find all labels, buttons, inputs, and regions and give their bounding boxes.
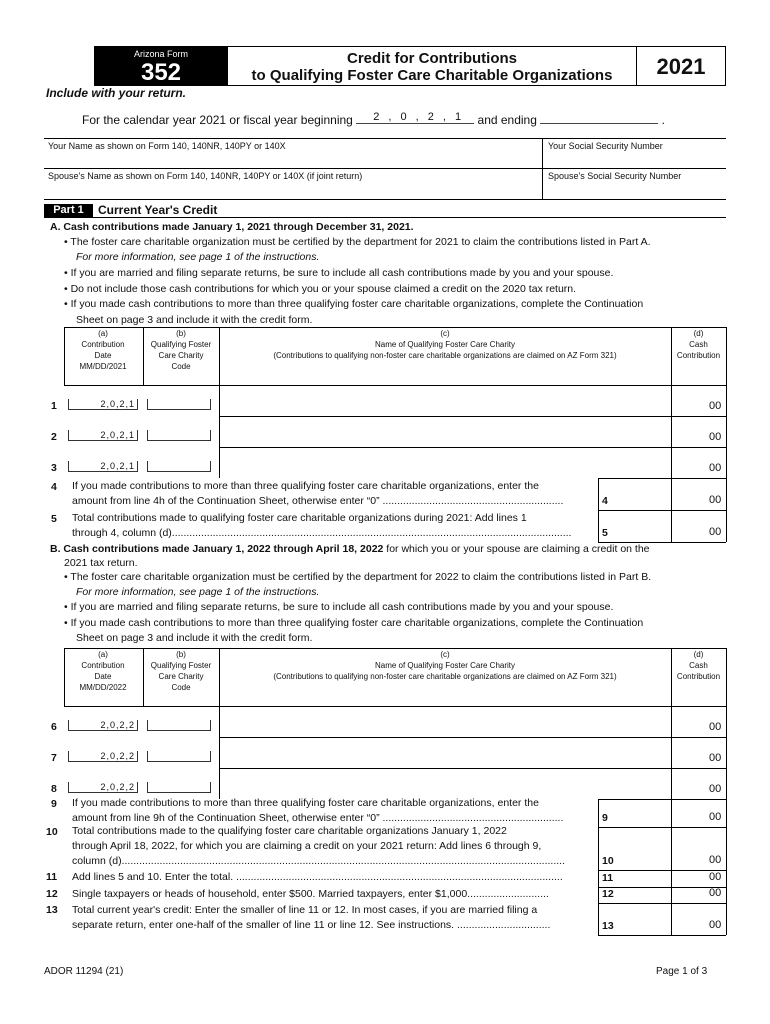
part1-title: Current Year's Credit: [98, 203, 218, 217]
line-amount-field[interactable]: [673, 512, 707, 540]
col-d-header: [671, 328, 726, 361]
col-d-header: [671, 649, 726, 682]
section-b-bullet-1-cont: For more information, see page 1 of the instructions.: [76, 586, 320, 598]
form-number-box: [94, 46, 228, 86]
charity-code-field[interactable]: [147, 461, 211, 472]
line-instruction: Total contributions made to qualifying foster care charitable organizations during 2021: Add lines 1: [72, 512, 527, 524]
charity-name-field[interactable]: [221, 418, 669, 445]
cents-zero: 00: [709, 721, 722, 733]
contribution-date-field[interactable]: [68, 399, 138, 410]
charity-code-field[interactable]: [147, 430, 211, 441]
col-b-text: Care Charity: [158, 672, 204, 681]
col-b-text: Care Charity: [158, 351, 204, 360]
section-b-bullet-3-cont: Sheet on page 3 and include it with the credit form.: [76, 632, 313, 644]
fiscal-begin-year: 2 , 0 , 2 , 1: [373, 111, 465, 123]
col-b-header: [143, 328, 219, 372]
charity-name-field[interactable]: [221, 387, 669, 414]
contribution-date-field[interactable]: [68, 751, 138, 762]
contribution-date-field[interactable]: [68, 430, 138, 441]
fiscal-end-field[interactable]: [540, 114, 658, 124]
line-number: 5: [51, 513, 57, 525]
col-a-text: (a): [98, 329, 108, 338]
col-a-header: [64, 649, 142, 693]
date-year: 2,0,2,2: [100, 782, 135, 792]
charity-name-field[interactable]: [221, 739, 669, 766]
title-line-1: Credit for Contributions: [347, 50, 517, 67]
charity-code-field[interactable]: [147, 399, 211, 410]
date-year: 2,0,2,1: [100, 461, 135, 471]
tax-year: 2021: [636, 46, 726, 86]
cents-zero: 00: [709, 526, 722, 538]
col-a-header: [64, 328, 142, 372]
line-number: 8: [51, 783, 57, 795]
line-amount-field[interactable]: [673, 872, 707, 885]
line-box-number: 10: [602, 855, 614, 867]
contribution-date-field[interactable]: [68, 782, 138, 793]
line-amount-field[interactable]: [673, 801, 707, 825]
line-number: 1: [51, 400, 57, 412]
col-a-text: (a): [98, 650, 108, 659]
line-number: 10: [46, 826, 58, 838]
line-box-number: 5: [602, 527, 608, 539]
taxpayer-name-row: [44, 138, 726, 169]
line-amount-field[interactable]: [673, 889, 707, 901]
spouse-name-label[interactable]: Spouse's Name as shown on Form 140, 140NR, 140PY or 140X (if joint return): [48, 171, 363, 181]
col-b-text: Qualifying Foster: [150, 340, 212, 349]
cents-zero: 00: [709, 854, 722, 866]
date-year: 2,0,2,2: [100, 751, 135, 761]
line-box-number: 12: [602, 888, 614, 900]
page-number: Page 1 of 3: [656, 966, 708, 977]
section-a-bullet-3: • Do not include those cash contributions for which you or your spouse claimed a credit on the 2020 tax return.: [64, 283, 577, 295]
line-box-number: 9: [602, 812, 608, 824]
col-b-text: (b): [176, 650, 186, 659]
cash-contribution-field[interactable]: [673, 708, 707, 735]
col-a-date-format: MM/DD/2021: [79, 362, 127, 371]
line-number: 7: [51, 752, 57, 764]
line-instruction: Add lines 5 and 10. Enter the total. ................................................................................................................: [72, 871, 563, 883]
section-a-bullet-4: • If you made cash contributions to more than three qualifying foster care charitable organizations, complete the Continuation: [64, 298, 644, 310]
col-b-header: [143, 649, 219, 693]
line-number: 12: [46, 888, 58, 900]
line-number: 4: [51, 481, 57, 493]
col-d-text: Contribution: [676, 672, 721, 681]
col-d-text: (d): [693, 329, 704, 338]
charity-code-field[interactable]: [147, 720, 211, 731]
section-a-bullet-4-cont: Sheet on page 3 and include it with the credit form.: [76, 314, 313, 326]
cents-zero: 00: [709, 462, 722, 474]
line-instruction: If you made contributions to more than three qualifying foster care charitable organizations, enter the: [72, 480, 539, 492]
date-year: 2,0,2,1: [100, 399, 135, 409]
cash-contribution-field[interactable]: [673, 739, 707, 766]
line-number: 3: [51, 462, 57, 474]
line-number: 6: [51, 721, 57, 733]
line-instruction: through 4, column (d).........................................................................................................................................: [72, 527, 572, 539]
col-a-text: Contribution: [81, 340, 125, 349]
spouse-ssn-label[interactable]: Spouse's Social Security Number: [548, 171, 682, 181]
cents-zero: 00: [709, 494, 722, 506]
date-year: 2,0,2,1: [100, 430, 135, 440]
ssn-label[interactable]: Your Social Security Number: [548, 141, 663, 151]
section-b-bullet-3: • If you made cash contributions to more than three qualifying foster care charitable organizations, complete the Continuation: [64, 617, 644, 629]
charity-name-field[interactable]: [221, 708, 669, 735]
cents-zero: 00: [709, 919, 722, 931]
section-b-heading-line2: 2021 tax return.: [64, 557, 138, 569]
contribution-date-field[interactable]: [68, 461, 138, 472]
date-year: 2,0,2,2: [100, 720, 135, 730]
fiscal-end: .: [661, 113, 665, 127]
form-id-footer: ADOR 11294 (21): [44, 966, 124, 977]
col-d-text: (d): [693, 650, 704, 659]
part1-tab: Part 1: [44, 204, 93, 217]
col-c-text: (c): [440, 329, 450, 338]
section-b-bullet-2: • If you are married and filing separate returns, be sure to include all cash contributions made by you and your spouse.: [64, 601, 614, 613]
col-c-text: (Contributions to qualifying non-foster care charitable organizations are claimed on AZ Form 321): [273, 672, 617, 681]
col-d-text: Cash: [689, 340, 708, 349]
section-a-bullet-1: • The foster care charitable organization must be certified by the department for 2021 to claim the contributions listed in Part A.: [64, 236, 651, 248]
line-instruction: separate return, enter one-half of the smaller of line 11 or line 12. See instructions. ................................: [72, 919, 551, 931]
col-a-text: Contribution: [81, 661, 125, 670]
line-instruction: through April 18, 2022, for which you are claiming a credit on your 2021 return: Add lines 6 through 9,: [72, 840, 542, 852]
line-box-number: 11: [602, 872, 614, 884]
col-c-text: Name of Qualifying Foster Care Charity: [374, 661, 516, 670]
col-c-header: [219, 649, 671, 682]
section-a-heading: A. Cash contributions made January 1, 2021 through December 31, 2021.: [50, 221, 414, 233]
fiscal-year-line: [82, 113, 665, 127]
line-amount-field[interactable]: [673, 480, 707, 508]
line-number: 9: [51, 798, 57, 810]
col-b-text: Code: [171, 683, 191, 692]
cents-zero: 00: [709, 811, 722, 823]
line-amount-field[interactable]: [673, 905, 707, 933]
col-b-text: Qualifying Foster: [150, 661, 212, 670]
section-b-heading-rest: for which you or your spouse are claiming a credit on the: [383, 543, 650, 555]
line-number: 2: [51, 431, 57, 443]
charity-code-field[interactable]: [147, 782, 211, 793]
charity-code-field[interactable]: [147, 751, 211, 762]
col-a-date-format: MM/DD/2022: [79, 683, 127, 692]
col-d-text: Cash: [689, 661, 708, 670]
line-amount-field[interactable]: [673, 829, 707, 868]
cents-zero: 00: [709, 871, 722, 883]
title-line-2: to Qualifying Foster Care Charitable Organizations: [251, 67, 613, 84]
col-d-text: Contribution: [676, 351, 721, 360]
line-box-number: 4: [602, 495, 608, 507]
cash-contribution-field[interactable]: [673, 418, 707, 445]
cash-contribution-field[interactable]: [673, 449, 707, 476]
fiscal-prefix: For the calendar year 2021 or fiscal year beginning: [82, 113, 353, 127]
col-c-header: [219, 328, 671, 361]
cents-zero: 00: [709, 400, 722, 412]
name-label[interactable]: Your Name as shown on Form 140, 140NR, 140PY or 140X: [48, 141, 286, 151]
cash-contribution-field[interactable]: [673, 387, 707, 414]
col-c-text: Name of Qualifying Foster Care Charity: [374, 340, 516, 349]
form-number: 352: [140, 59, 182, 86]
contribution-date-field[interactable]: [68, 720, 138, 731]
cents-zero: 00: [709, 431, 722, 443]
line-instruction: amount from line 9h of the Continuation Sheet, otherwise enter “0” ..............................................................: [72, 812, 564, 824]
line-instruction: amount from line 4h of the Continuation Sheet, otherwise enter “0” ..............................................................: [72, 495, 564, 507]
fiscal-mid: and ending: [477, 113, 537, 127]
fiscal-begin-field[interactable]: [356, 111, 474, 124]
section-b-heading: [50, 543, 650, 555]
col-a-text: Date: [94, 672, 112, 681]
cents-zero: 00: [709, 887, 722, 899]
charity-name-field[interactable]: [221, 770, 669, 797]
col-b-text: Code: [171, 362, 191, 371]
section-a-bullet-2: • If you are married and filing separate returns, be sure to include all cash contributions made by you and your spouse.: [64, 267, 614, 279]
line-instruction: If you made contributions to more than three qualifying foster care charitable organizations, enter the: [72, 797, 539, 809]
line-instruction: column (d)........................................................................................................................................................: [72, 855, 566, 867]
include-note: Include with your return.: [46, 86, 187, 100]
line-number: 11: [46, 871, 58, 883]
line-instruction: Total current year's credit: Enter the smaller of line 11 or 12. In most cases, if you are married filing a: [72, 904, 538, 916]
form-label: Arizona Form: [133, 49, 188, 59]
col-b-text: (b): [176, 329, 186, 338]
spouse-name-row: [44, 169, 726, 200]
col-c-text: (c): [440, 650, 450, 659]
section-a-bullet-1-cont: For more information, see page 1 of the instructions.: [76, 251, 320, 263]
form-title: [228, 46, 636, 86]
col-a-text: Date: [94, 351, 112, 360]
section-b-bullet-1: • The foster care charitable organization must be certified by the department for 2022 to claim the contributions listed in Part B.: [64, 571, 652, 583]
line-instruction: Total contributions made to the qualifying foster care charitable organizations January 1, 2022: [72, 825, 507, 837]
section-b-heading-bold: B. Cash contributions made January 1, 2022 through April 18, 2022: [50, 543, 384, 555]
cash-contribution-field[interactable]: [673, 770, 707, 797]
cents-zero: 00: [709, 783, 722, 795]
cents-zero: 00: [709, 752, 722, 764]
col-c-text: (Contributions to qualifying non-foster care charitable organizations are claimed on AZ Form 321): [273, 351, 617, 360]
line-number: 13: [46, 904, 58, 916]
charity-name-field[interactable]: [221, 449, 669, 476]
line-box-number: 13: [602, 920, 614, 932]
line-instruction: Single taxpayers or heads of household, enter $500. Married taxpayers, enter $1,000............................: [72, 888, 549, 900]
